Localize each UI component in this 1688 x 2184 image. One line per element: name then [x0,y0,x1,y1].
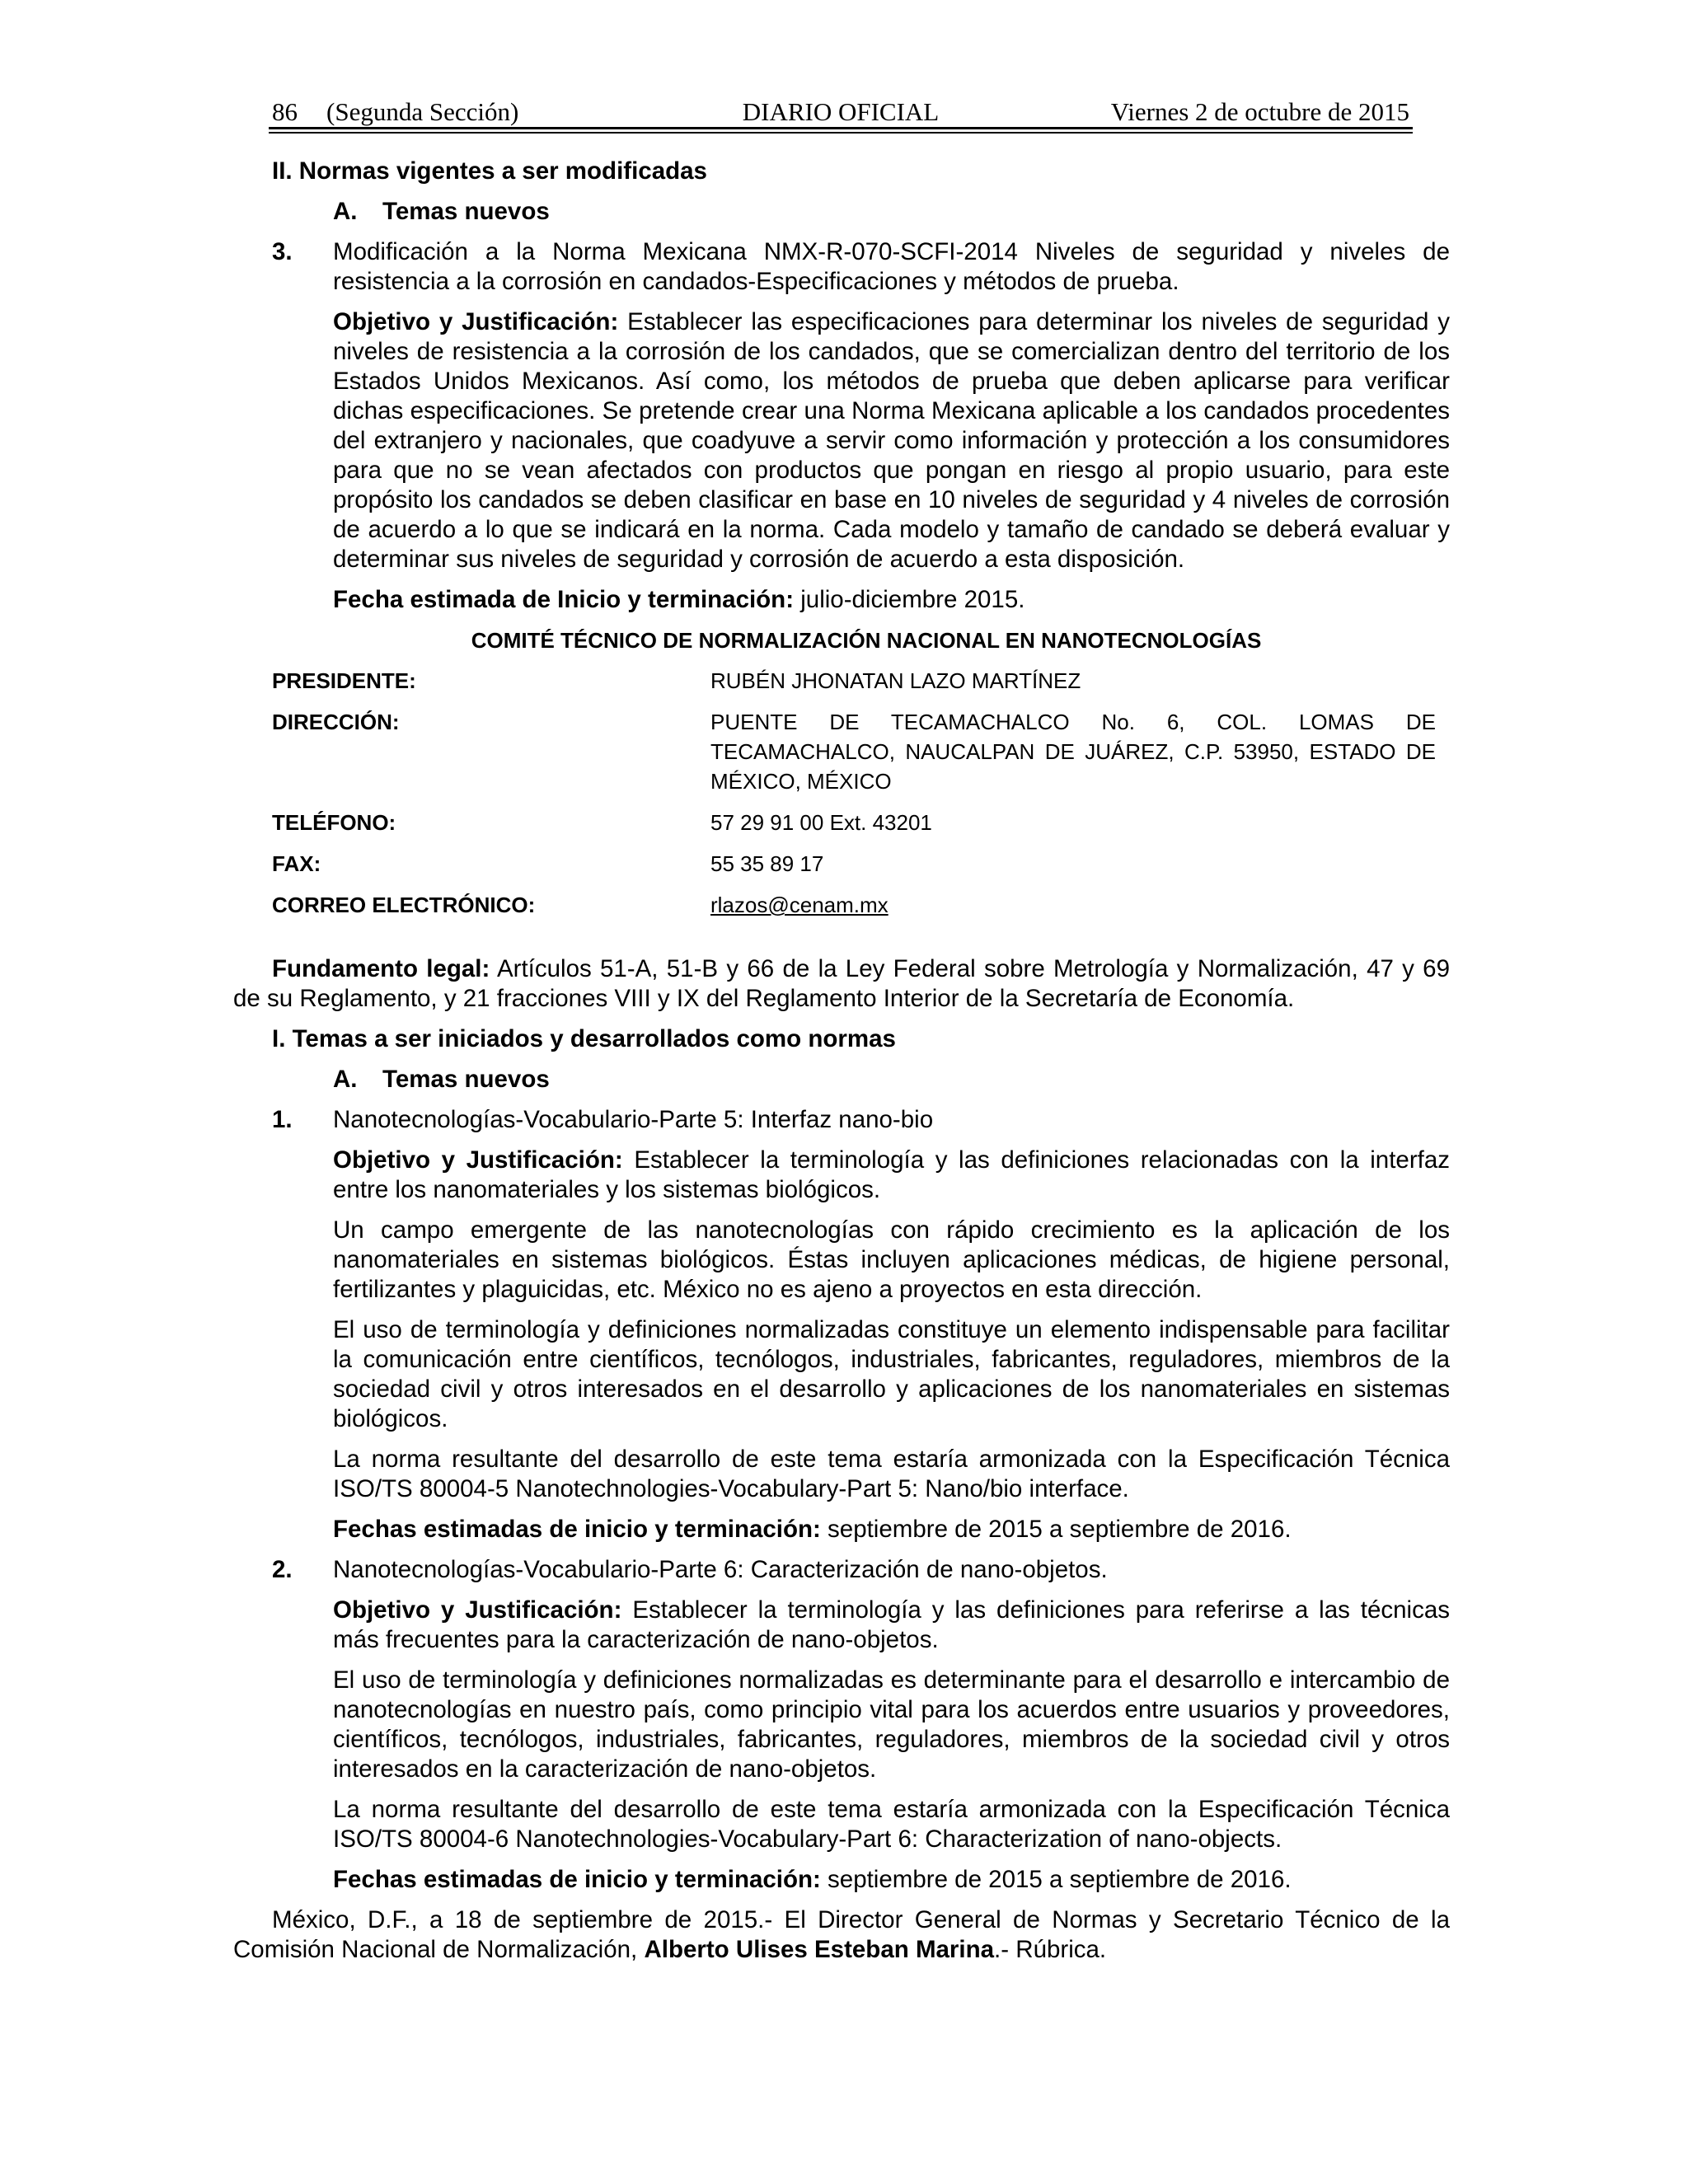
objective-paragraph [333,307,1450,574]
subheading-text: Temas nuevos [382,198,550,225]
date-paragraph [333,1515,1450,1544]
subheading-new-topics [333,197,1450,227]
list-item [233,1105,1450,1135]
subheading-text: Temas nuevos [382,1066,550,1093]
date-paragraph [333,1865,1450,1895]
item-number: 3. [272,238,293,265]
date-label: Fechas estimadas de inicio y terminación: [333,1516,821,1543]
info-label: FAX: [272,851,321,876]
header-rule [269,127,1413,129]
info-value: 57 29 91 00 Ext. 43201 [710,810,932,835]
body-paragraph: El uso de terminología y definiciones normalizadas constituye un elemento indispensable para facilitar la comunicación entre científicos, tecnólogos, industriales, fabricantes, reguladores, miembros de la sociedad civil y otros interesados en el desarrollo y aplicaciones de los nanomateriales en sistemas biológicos. [333,1316,1450,1432]
objective-text: Establecer la terminología y las definiciones para referirse a las técnicas más frecuentes para la caracterización de nano-objetos. [333,1596,1450,1653]
objective-label: Objetivo y Justificación: [333,308,619,335]
item-title: Nanotecnologías-Vocabulario-Parte 6: Caracterización de nano-objetos. [333,1556,1108,1583]
legal-label: Fundamento legal: [272,955,490,982]
objective-label: Objetivo y Justificación: [333,1596,622,1624]
date-paragraph [333,585,1450,615]
info-value: PUENTE DE TECAMACHALCO No. 6, COL. LOMAS DE TECAMACHALCO, NAUCALPAN DE JUÁREZ, C.P. 53950, ESTADO DE MÉXICO, MÉXICO [710,710,1436,794]
section-heading-modified: II. Normas vigentes a ser modificadas [272,157,707,185]
signatory-name: Alberto Ulises Esteban Marina [644,1936,995,1963]
header-rule-thin [269,132,1413,134]
document-body [233,157,1450,1975]
item-title: Nanotecnologías-Vocabulario-Parte 5: Interfaz nano-bio [333,1106,934,1133]
date-label: Fechas estimadas de inicio y terminación: [333,1866,821,1893]
legal-basis-paragraph [233,954,1450,1014]
publication-date: Viernes 2 de octubre de 2015 [1110,97,1409,126]
objective-paragraph [333,1146,1450,1205]
date-text: septiembre de 2015 a septiembre de 2016. [820,1516,1292,1543]
objective-label: Objetivo y Justificación: [333,1146,623,1174]
objective-text: Establecer las especificaciones para determinar los niveles de seguridad y niveles de resistencia a la corrosión de los candados, que se comercializan dentro del territorio de los Estados Unidos Mexicanos. Así como, los métodos de prueba que deben aplicarse para verificar dichas especificaciones. Se pretende crear una Norma Mexicana aplicable a los candados procedentes del extranjero y nacionales, que coadyuve a servir como información y protección a los consumidores para que no se vean afectados con productos que pongan en riesgo al propio usuario, para este propósito los candados se deben clasificar en base en 10 niveles de seguridad y 4 niveles de corrosión de acuerdo a lo que se indicará en la norma. Cada modelo y tamaño de candado se deberá evaluar y determinar sus niveles de seguridad y corrosión de acuerdo a esta disposición. [333,308,1451,573]
info-row-address [272,707,1450,796]
objective-text: Establecer la terminología y las definiciones relacionadas con la interfaz entre los nanomateriales y los sistemas biológicos. [333,1146,1450,1203]
closing-text: México, D.F., a 18 de septiembre de 2015.- El Director General de Normas y Secretario Técnico de la Comisión Nacional de Normalización, [233,1906,1450,1963]
info-label: PRESIDENTE: [272,668,416,693]
body-paragraph: Un campo emergente de las nanotecnologías con rápido crecimiento es la aplicación de los nanomateriales en sistemas biológicos. Éstas incluyen aplicaciones médicas, de higiene personal, fertilizantes y plaguicidas, etc. México no es ajeno a proyectos en esta dirección. [333,1216,1450,1303]
objective-paragraph [333,1596,1450,1655]
subheading-letter: A. [333,1066,358,1093]
section-label: (Segunda Sección) [326,97,519,126]
info-row-phone [272,808,1450,837]
info-value: 55 35 89 17 [710,851,824,876]
list-item [233,1555,1450,1585]
info-row-email [272,890,1450,920]
body-paragraph: La norma resultante del desarrollo de este tema estaría armonizada con la Especificación Técnica ISO/TS 80004-5 Nanotechnologies-Vocabulary-Part 5: Nano/bio interface. [333,1446,1450,1502]
section-heading-initiated: I. Temas a ser iniciados y desarrollados como normas [272,1025,896,1052]
publication-name: DIARIO OFICIAL [742,97,940,126]
info-row-president [272,666,1450,696]
closing-suffix: .- Rúbrica. [994,1936,1107,1963]
item-text: Modificación a la Norma Mexicana NMX-R-070-SCFI-2014 Niveles de seguridad y niveles de resistencia a la corrosión en candados-Especificaciones y métodos de prueba. [333,238,1450,295]
date-text: julio-diciembre 2015. [794,586,1025,613]
info-label: DIRECCIÓN: [272,710,400,734]
body-paragraph: La norma resultante del desarrollo de este tema estaría armonizada con la Especificación Técnica ISO/TS 80004-6 Nanotechnologies-Vocabulary-Part 6: Characterization of nano-objects. [333,1796,1450,1853]
page-number: 86 [272,97,298,126]
info-label: TELÉFONO: [272,810,396,835]
body-paragraph: El uso de terminología y definiciones normalizadas es determinante para el desarrollo e intercambio de nanotecnologías en nuestro país, como principio vital para los acuerdos entre usuarios y proveedores, científicos, tecnólogos, industriales, fabricantes, reguladores, miembros de la sociedad civil y otros interesados en la caracterización de nano-objetos. [333,1666,1450,1783]
info-row-fax [272,849,1450,879]
page-header [269,92,1413,129]
closing-paragraph [233,1905,1450,1965]
subheading-new-topics [333,1065,1450,1094]
date-label: Fecha estimada de Inicio y terminación: [333,586,795,613]
subheading-letter: A. [333,198,358,225]
email-link[interactable]: rlazos@cenam.mx [710,893,889,917]
date-text: septiembre de 2015 a septiembre de 2016. [820,1866,1292,1893]
committee-title: COMITÉ TÉCNICO DE NORMALIZACIÓN NACIONAL EN NANOTECNOLOGÍAS [471,628,1262,653]
legal-text: Artículos 51-A, 51-B y 66 de la Ley Federal sobre Metrología y Normalización, 47 y 69 de su Reglamento, y 21 fracciones VIII y IX del Reglamento Interior de la Secretaría de Economía. [233,955,1450,1012]
item-number: 2. [272,1556,293,1583]
info-label: CORREO ELECTRÓNICO: [272,893,536,917]
item-number: 1. [272,1106,293,1133]
info-value: RUBÉN JHONATAN LAZO MARTÍNEZ [710,668,1081,693]
committee-info-table [272,666,1450,920]
list-item [233,237,1450,297]
